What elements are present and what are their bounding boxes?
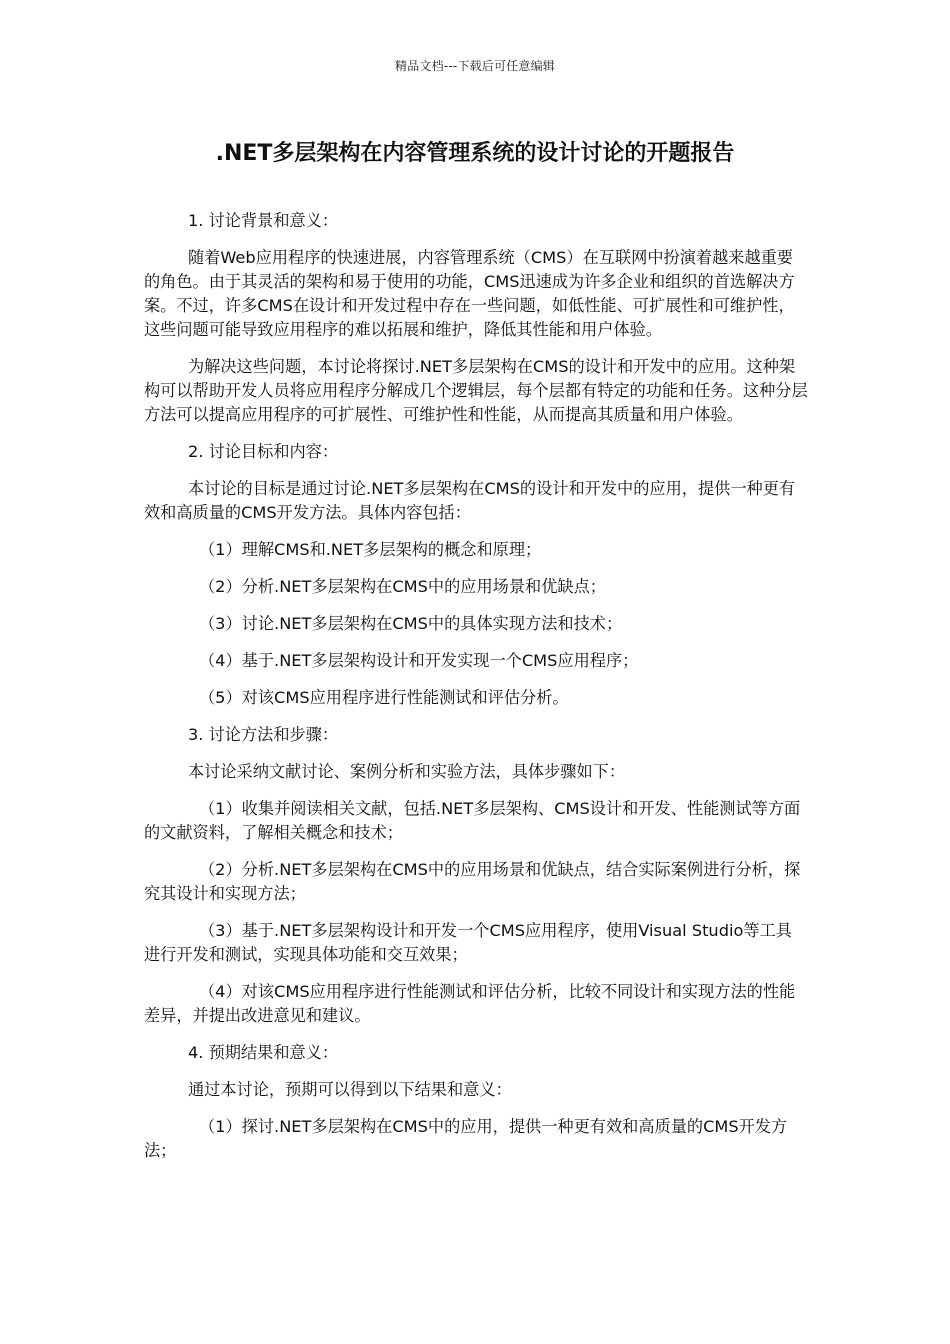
list-item: （5）对该CMS应用程序进行性能测试和评估分析。 — [199, 688, 569, 707]
list-item: （4）基于.NET多层架构设计和开发实现一个CMS应用程序； — [199, 651, 639, 670]
list-item: （4）对该CMS应用程序进行性能测试和评估分析，比较不同设计和实现方法的性能差异，并提出改进意见和建议。 — [144, 982, 796, 1025]
list-item: （1）探讨.NET多层架构在CMS中的应用，提供一种更有效和高质量的CMS开发方法； — [144, 1117, 788, 1160]
section-heading: 1. 讨论背景和意义： — [188, 211, 339, 230]
body-paragraph: 通过本讨论，预期可以得到以下结果和意义： — [188, 1080, 512, 1099]
section-heading: 4. 预期结果和意义： — [188, 1043, 339, 1062]
list-item: （3）基于.NET多层架构设计和开发一个CMS应用程序，使用Visual Studio等工具进行开发和测试，实现具体功能和交互效果； — [144, 921, 792, 964]
list-item: （3）讨论.NET多层架构在CMS中的具体实现方法和技术； — [199, 614, 623, 633]
list-item: （1）收集并阅读相关文献，包括.NET多层架构、CMS设计和开发、性能测试等方面的文献资料，了解相关概念和技术； — [144, 799, 801, 842]
body-paragraph: 随着Web应用程序的快速进展，内容管理系统（CMS）在互联网中扮演着越来越重要的角色。由于其灵活的架构和易于使用的功能，CMS迅速成为许多企业和组织的首选解决方案。不过，许多CMS在设计和开发过程中存在一些问题，如低性能、可扩展性和可维护性，这些问题可能导致应用程序的难以拓展和维护，降低其性能和用户体验。 — [144, 248, 795, 339]
section-heading: 3. 讨论方法和步骤： — [188, 725, 339, 744]
header-note: 精品文档---下载后可任意编辑 — [395, 59, 555, 73]
body-paragraph: 为解决这些问题，本讨论将探讨.NET多层架构在CMS的设计和开发中的应用。这种架构可以帮助开发人员将应用程序分解成几个逻辑层，每个层都有特定的功能和任务。这种分层方法可以提高应用程序的可扩展性、可维护性和性能，从而提高其质量和用户体验。 — [144, 357, 808, 424]
document-body — [144, 209, 808, 1176]
list-item: （2）分析.NET多层架构在CMS中的应用场景和优缺点； — [199, 577, 606, 596]
list-item: （2）分析.NET多层架构在CMS中的应用场景和优缺点，结合实际案例进行分析，探究其设计和实现方法； — [144, 860, 801, 903]
section-heading: 2. 讨论目标和内容： — [188, 442, 339, 461]
body-paragraph: 本讨论的目标是通过讨论.NET多层架构在CMS的设计和开发中的应用，提供一种更有效和高质量的CMS开发方法。具体内容包括： — [144, 479, 796, 522]
list-item: （1）理解CMS和.NET多层架构的概念和原理； — [199, 540, 542, 559]
body-paragraph: 本讨论采纳文献讨论、案例分析和实验方法，具体步骤如下： — [188, 762, 626, 781]
document-title: .NET多层架构在内容管理系统的设计讨论的开题报告 — [215, 141, 735, 166]
